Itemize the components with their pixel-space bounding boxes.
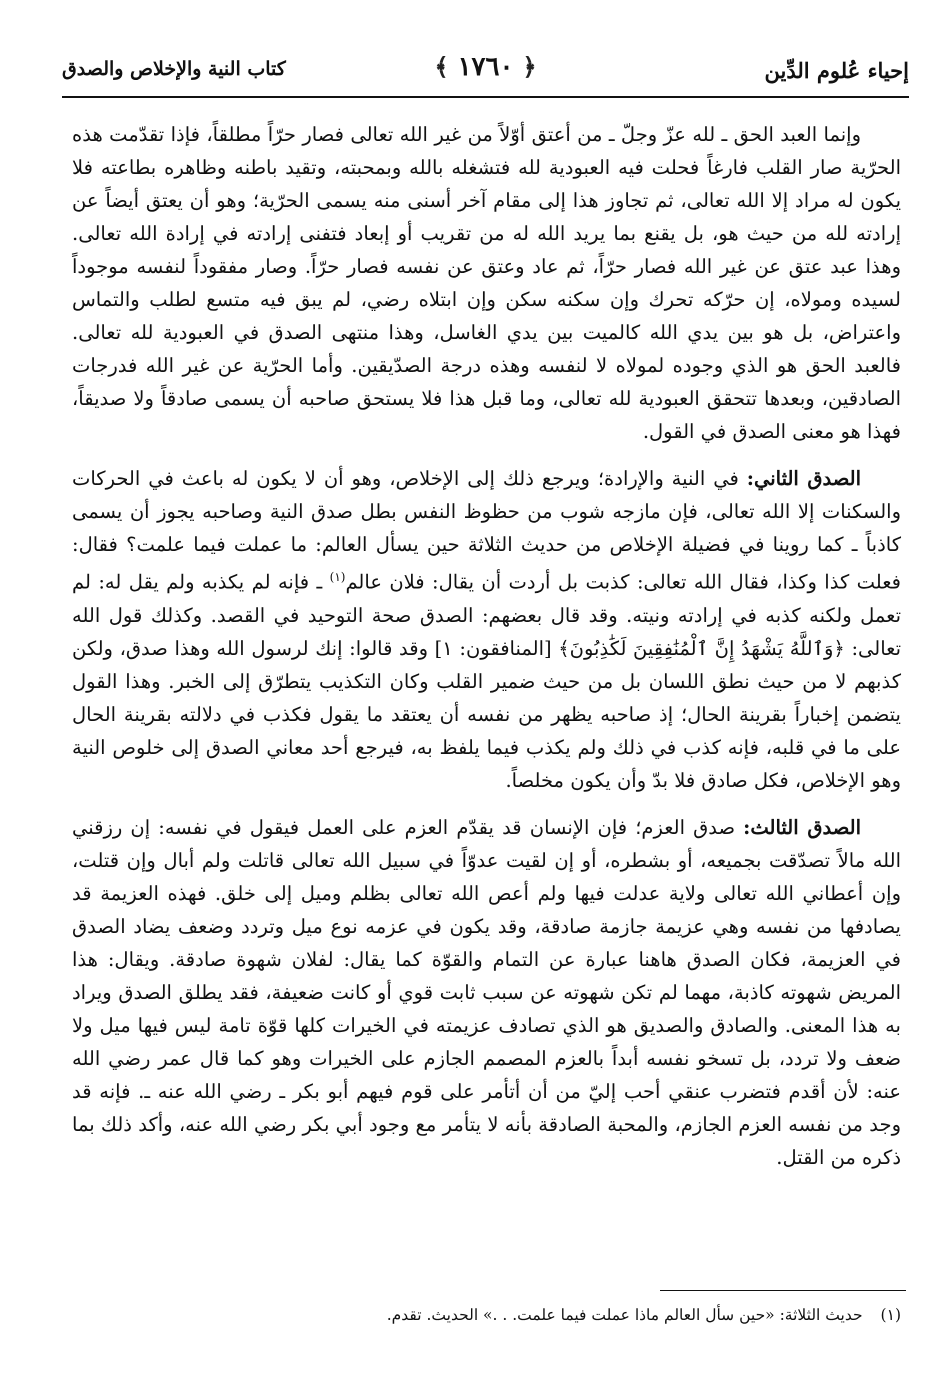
page-number-block xyxy=(434,52,536,82)
footnote-mark: (١) xyxy=(880,1306,901,1324)
page-number: ١٧٦٠ xyxy=(457,52,514,82)
paragraph-2-lead: الصدق الثاني: xyxy=(746,467,861,490)
ornament-right-icon: ﴿ xyxy=(522,52,537,81)
paragraph-2-text-a: في النية والإرادة؛ ويرجع ذلك إلى الإخلاص، وهو أن لا يكون له باعث في الحركات والسكنات إلا الله تعالى، فإن مازجه شوب من حظوظ النفس بطل صدق النية وصاحبه يجوز أن يسمى كاذباً ـ كما روينا في فضيلة الإخلاص من حديث الثلاثة حين يسأل العالم: ما عملت فيما علمت؟ فقال: فعلت كذا وكذا، فقال الله تعالى: كذبت بل أردت أن يقال: فلان عالم xyxy=(72,467,901,594)
paragraph-1 xyxy=(72,118,901,448)
paragraph-1-text: وإنما العبد الحق ـ لله عزّ وجلّ ـ من أعتق أوّلاً من غير الله تعالى فصار حرّاً مطلقاً، فإذا تقدّمت هذه الحرّية صار القلب فارغاً فحلت فيه العبودية لله فتشغله بالله وبمحبته، وتقيد باطنه وظاهره بطاعته فلا يكون له مراد إلا الله تعالى، ثم تجاوز هذا إلى مقام آخر أسنى منه يسمى الحرّية؛ وهو أن يعتق أيضاً عن إرادته لله من حيث هو، بل يقنع بما يريد الله له من تقريب أو إبعاد فتفنى إرادته في إرادة الله تعالى. وهذا عبد عتق عن غير الله فصار حرّاً، ثم عاد وعتق عن نفسه فصار حرّاً. وصار مفقوداً لنفسه موجوداً لسيده ومولاه، إن حرّكه تحرك وإن سكنه سكن وإن ابتلاه رضي، لم يبق فيه متسع لطلب والتماس واعتراض، بل هو بين يدي الله كالميت بين يدي الغاسل، وهذا منتهى الصدق في العبودية لله تعالى. فالعبد الحق هو الذي وجوده لمولاه لا لنفسه وهذه درجة الصدّيقين. وأما الحرّية عن غير الله فدرجات الصادقين، وبعدها تتحقق العبودية لله تعالى، وما قبل هذا فلا يستحق صاحبه أن يسمى صادقاً ولا صديقاً، فهذا هو معنى الصدق في القول. xyxy=(72,123,901,443)
book-title: إحياء عُلوم الدِّين xyxy=(764,58,909,83)
footnote-divider xyxy=(660,1290,906,1291)
paragraph-2-text-b: ـ فإنه لم يكذبه ولم يقل له: لم تعمل ولكنه كذبه في إرادته ونيته. وقد قال بعضهم: الصدق صحة التوحيد في القصد. وكذلك قول الله تعالى: ﴿وَٱللَّهُ يَشْهَدُ إِنَّ ٱلْمُنَٰفِقِينَ لَكَٰذِبُونَ﴾ [المنافقون: ١] وقد قالوا: إنك لرسول الله وهذا صدق، ولكن كذبهم لا من حيث نطق اللسان بل من حيث ضمير القلب وكان التكذيب يتطرّق إلى الخبر. وهذا القول يتضمن إخباراً بقرينة الحال؛ إذ صاحبه يظهر من نفسه أن يعتقد ما يقول فكذب في دلالته بقرينة الحال على ما في قلبه، فإنه كذب في ذلك ولم يكذب فيما يلفظ به، فيرجع أحد معاني الصدق إلى خلوص النية وهو الإخلاص، فكل صادق فلا بدّ وأن يكون مخلصاً. xyxy=(72,570,901,792)
ornament-left-icon: ﴾ xyxy=(434,52,449,81)
running-header xyxy=(62,50,909,96)
paragraph-2 xyxy=(72,462,901,797)
main-text xyxy=(72,118,901,1174)
footnote-text: حديث الثلاثة: «حين سأل العالم ماذا عملت فيما علمت. . .» الحديث. تقدم. xyxy=(386,1306,863,1324)
paragraph-3 xyxy=(72,811,901,1174)
footnote-reference[interactable]: (١) xyxy=(329,570,346,584)
paragraph-3-text: صدق العزم؛ فإن الإنسان قد يقدّم العزم على العمل فيقول في نفسه: إن رزقني الله مالاً تصدّقت بجميعه، أو بشطره، أو إن لقيت عدوّاً في سبيل الله تعالى قاتلت ولم أبال وإن قتلت، وإن أعطاني الله تعالى ولاية عدلت فيها ولم أعص الله تعالى بظلم وميل إلى خلق. فهذه العزيمة قد يصادفها من نفسه وهي عزيمة جازمة صادقة، وقد يكون في عزمه نوع ميل وتردد وضعف يضاد الصدق في العزيمة، فكان الصدق هاهنا عبارة عن التمام والقوّة كما يقال: لفلان شهوة صادقة. ويقال: هذا المريض شهوته كاذبة، مهما لم تكن شهوته عن سبب ثابت قوي أو كانت ضعيفة، فقد يطلق الصدق ويراد به هذا المعنى. والصادق والصديق هو الذي تصادف عزيمته في الخيرات كلها قوّة تامة ليس فيها ميل ولا ضعف ولا تردد، بل تسخو نفسه أبداً بالعزم المصمم الجازم على الخيرات وهو كما قال عمر رضي الله عنه: لأن أقدم فتضرب عنقي أحب إليّ من أن أتأمر على قوم فيهم أبو بكر ـ رضي الله عنه ـ. فإنه قد وجد من نفسه العزم الجازم، والمحبة الصادقة بأنه لا يتأمر مع وجود أبي بكر رضي الله عنه، وأكد ذلك بما ذكره من القتل. xyxy=(72,815,901,1169)
paragraph-3-lead: الصدق الثالث: xyxy=(743,815,861,839)
footnote xyxy=(60,1303,901,1327)
header-divider xyxy=(62,96,909,98)
chapter-title: كتاب النية والإخلاص والصدق xyxy=(62,58,286,80)
